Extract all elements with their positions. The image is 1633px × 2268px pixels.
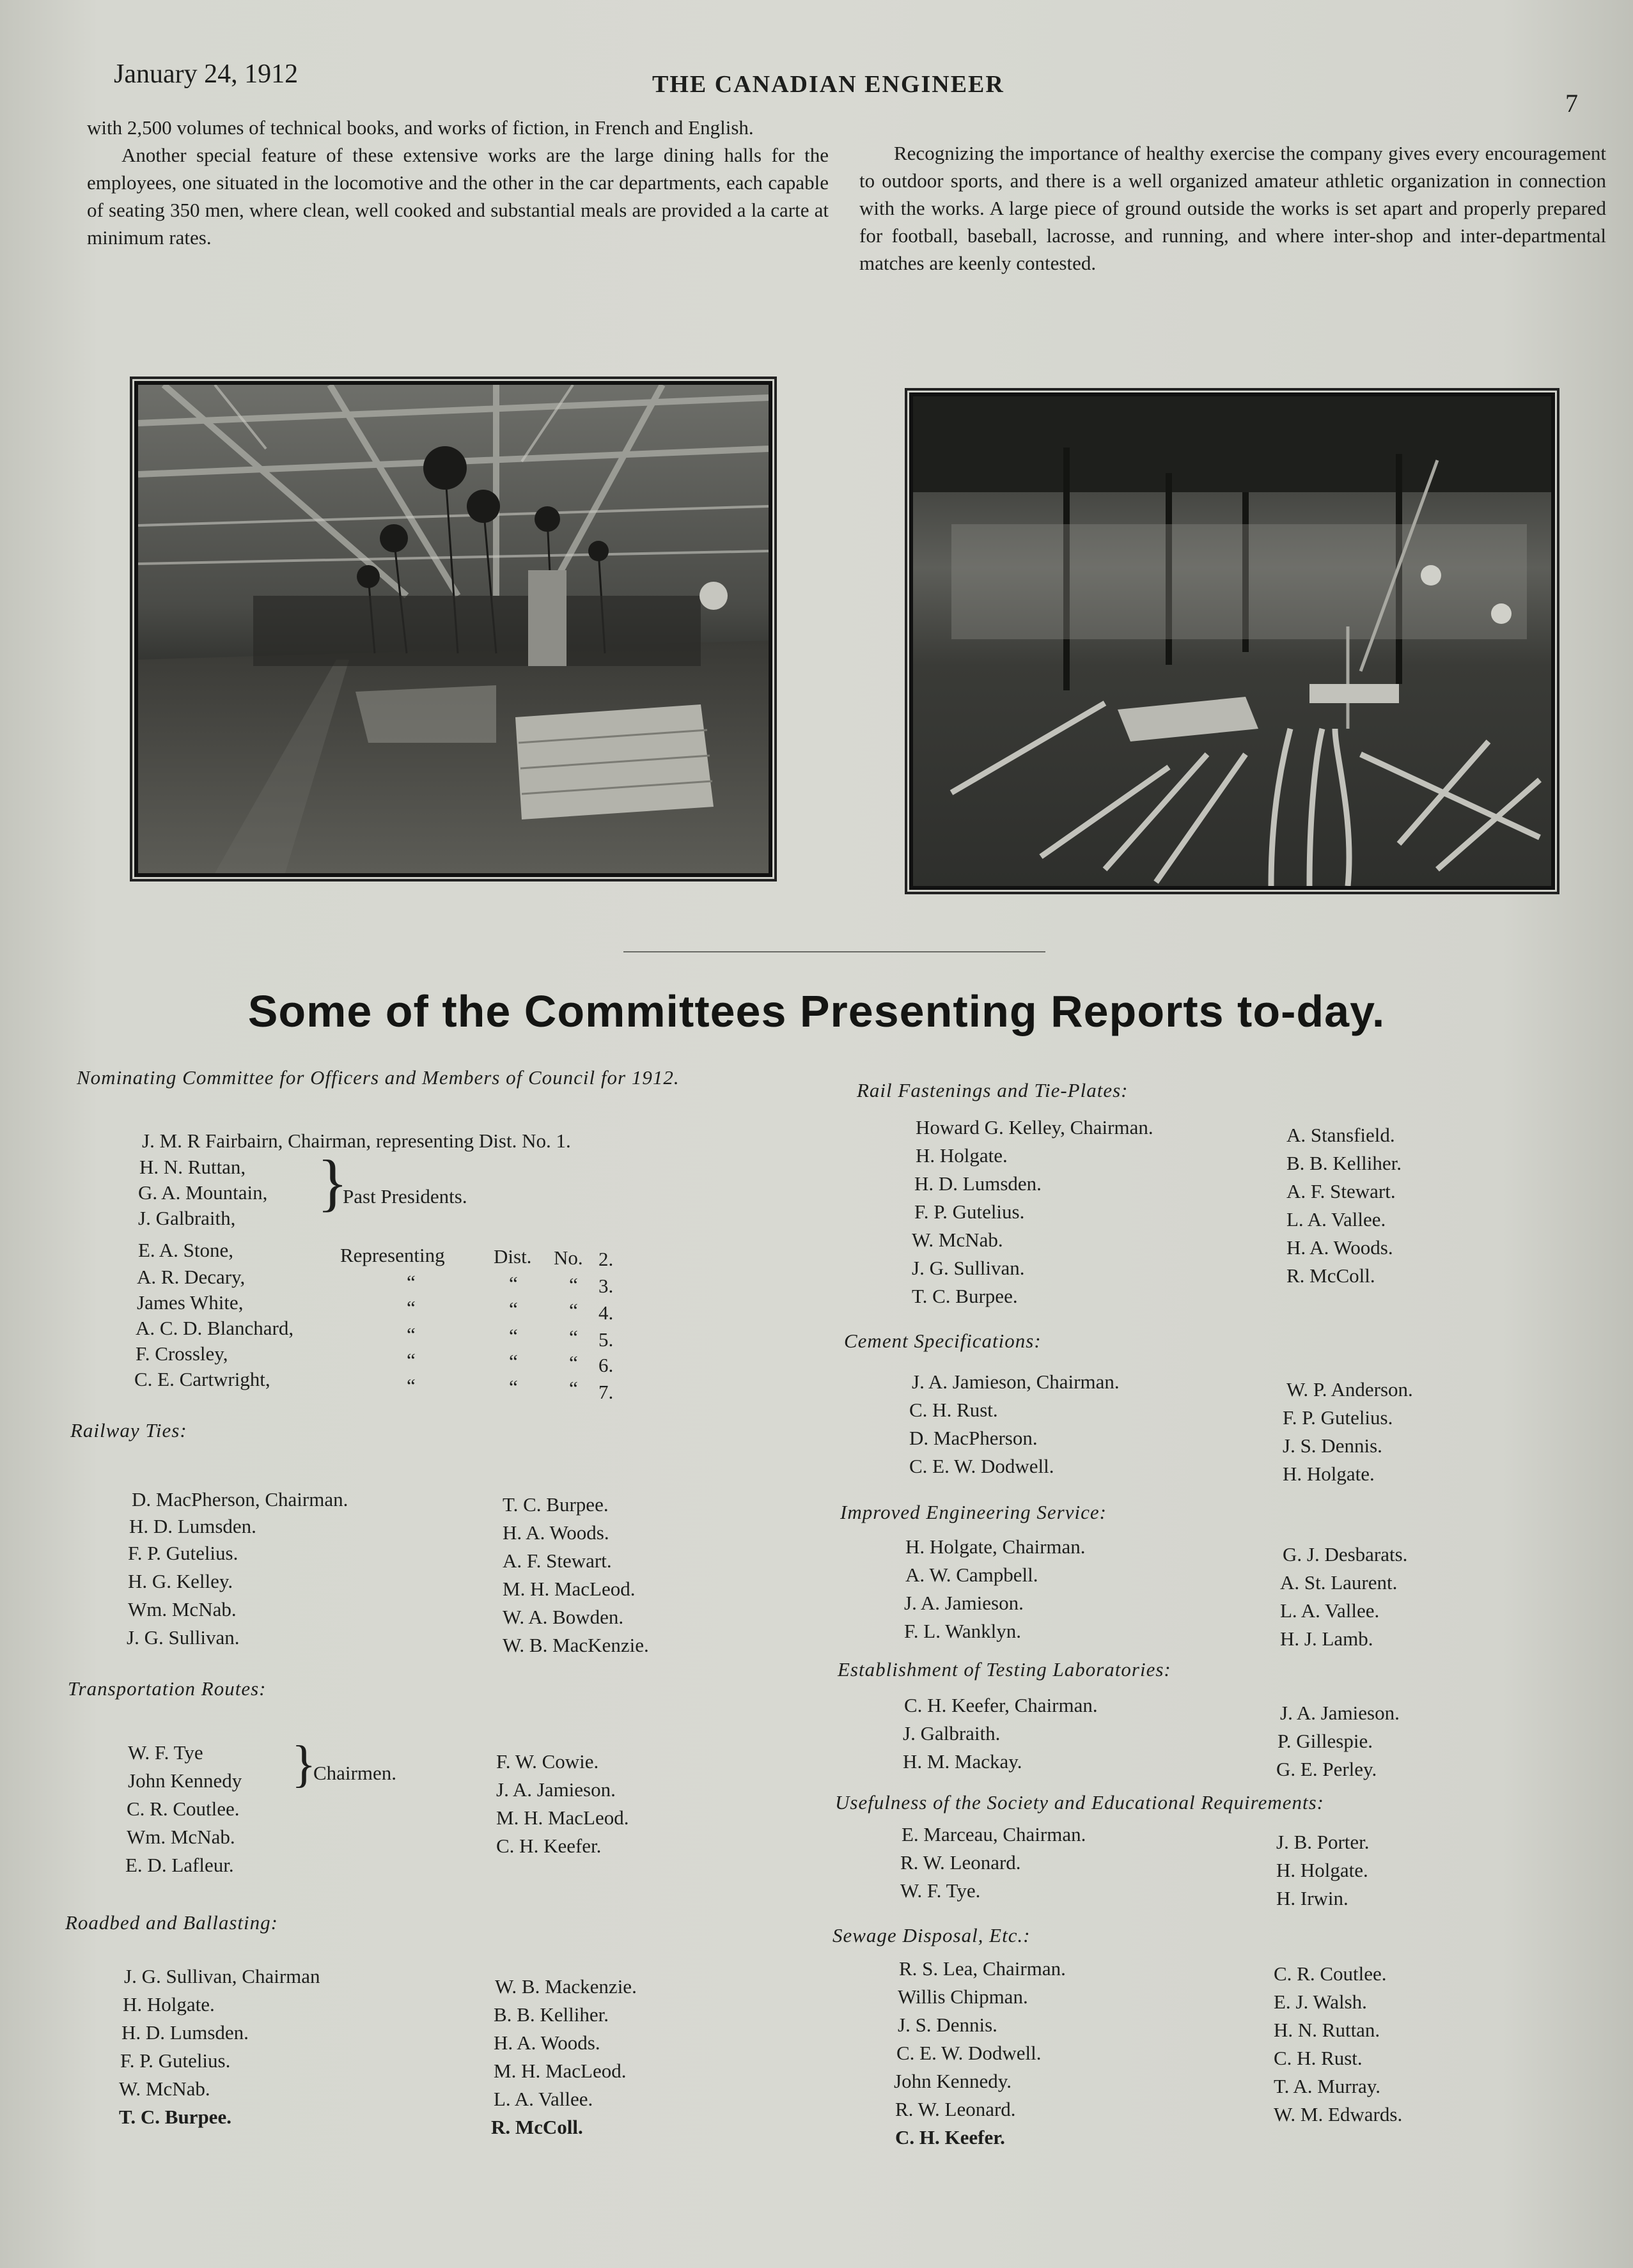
committee-member: Howard G. Kelley, Chairman. — [916, 1116, 1153, 1138]
page-number: 7 — [1565, 89, 1578, 118]
intro-paragraph: with 2,500 volumes of technical books, and works of fiction, in French and English. — [87, 116, 754, 139]
ditto-mark: “ — [569, 1299, 578, 1321]
committee-title-roadbed: Roadbed and Ballasting: — [65, 1911, 278, 1934]
committee-member: H. D. Lumsden. — [129, 1515, 256, 1537]
chairmen-label: Chairmen. — [313, 1762, 396, 1784]
committee-member: J. S. Dennis. — [898, 2014, 997, 2036]
committee-member: Wm. McNab. — [128, 1598, 237, 1620]
committee-member: John Kennedy. — [894, 2070, 1012, 2092]
committee-member: F. P. Gutelius. — [120, 2049, 231, 2072]
committee-member: D. MacPherson. — [909, 1427, 1038, 1449]
committee-member: J. Galbraith. — [903, 1722, 1001, 1744]
committee-member: B. B. Kelliher. — [494, 2003, 609, 2026]
shop-interior-photo-left — [134, 381, 772, 877]
committee-member: H. Irwin. — [1276, 1887, 1348, 1909]
district-number: 7. — [598, 1381, 614, 1403]
committee-member: M. H. MacLeod. — [494, 2060, 627, 2082]
committee-member: H. N. Ruttan, — [139, 1156, 246, 1178]
erecting-shop-photo — [913, 396, 1551, 886]
committee-member: R. S. Lea, Chairman. — [899, 1957, 1066, 1980]
dist-label: Dist. — [494, 1245, 532, 1268]
committee-member: L. A. Vallee. — [1286, 1208, 1386, 1231]
committee-member: C. H. Rust. — [1274, 2047, 1363, 2069]
committees-heading: Some of the Committees Presenting Reports to-day. — [247, 986, 1386, 1036]
committee-member: A. R. Decary, — [137, 1266, 246, 1288]
district-number: 4. — [598, 1301, 614, 1324]
ditto-mark: “ — [509, 1298, 518, 1320]
ditto-mark: “ — [407, 1374, 416, 1397]
committee-title-railway-ties: Railway Ties: — [70, 1419, 187, 1441]
committee-member: M. H. MacLeod. — [496, 1806, 629, 1829]
committee-member: J. B. Porter. — [1276, 1831, 1370, 1853]
committee-title-cement: Cement Specifications: — [844, 1330, 1042, 1352]
committee-member: John Kennedy — [128, 1769, 242, 1792]
committee-member: L. A. Vallee. — [1280, 1599, 1380, 1622]
committee-member: F. P. Gutelius. — [128, 1542, 238, 1564]
committee-title-transportation: Transportation Routes: — [68, 1677, 267, 1700]
committee-member: R. W. Leonard. — [900, 1851, 1021, 1874]
committee-member: A. St. Laurent. — [1280, 1571, 1398, 1594]
committee-member: C. E. W. Dodwell. — [896, 2042, 1042, 2064]
committee-member: A. Stansfield. — [1286, 1124, 1395, 1146]
committee-member: H. D. Lumsden. — [121, 2021, 249, 2044]
ditto-mark: “ — [509, 1376, 518, 1398]
committee-member: H. A. Woods. — [503, 1521, 609, 1544]
committee-member: F. W. Cowie. — [496, 1750, 599, 1773]
ditto-mark: “ — [407, 1296, 416, 1319]
committee-member: C. E. Cartwright, — [134, 1368, 270, 1390]
committee-member: H. Holgate, Chairman. — [905, 1535, 1086, 1558]
committee-member: G. A. Mountain, — [138, 1181, 268, 1204]
district-number: 5. — [598, 1328, 614, 1351]
committee-member: J. G. Sullivan. — [127, 1626, 240, 1649]
committee-member: R. W. Leonard. — [895, 2098, 1016, 2120]
committee-member: H. D. Lumsden. — [914, 1172, 1042, 1195]
committee-member: E. Marceau, Chairman. — [902, 1823, 1086, 1845]
section-divider — [623, 951, 1045, 952]
representing-label: Representing — [340, 1244, 445, 1266]
ditto-mark: “ — [509, 1350, 518, 1372]
committee-member: F. P. Gutelius. — [914, 1200, 1025, 1223]
committee-member: J. G. Sullivan, Chairman — [124, 1965, 320, 1987]
district-number: 2. — [598, 1248, 614, 1270]
committee-member: H. Holgate. — [123, 1993, 215, 2016]
committee-member: C. R. Coutlee. — [127, 1798, 240, 1820]
committee-member: T. C. Burpee. — [912, 1285, 1018, 1307]
committee-member: C. H. Keefer. — [895, 2126, 1005, 2148]
committee-member: J. A. Jamieson. — [496, 1778, 616, 1801]
committee-member: M. H. MacLeod. — [503, 1578, 636, 1600]
header-date: January 24, 1912 — [114, 59, 299, 89]
committee-member: D. MacPherson, Chairman. — [132, 1488, 348, 1511]
committee-member: A. W. Campbell. — [905, 1564, 1038, 1586]
committee-member: E. D. Lafleur. — [125, 1854, 234, 1876]
ditto-mark: “ — [569, 1377, 578, 1399]
ditto-mark: “ — [569, 1326, 578, 1348]
district-number: 6. — [598, 1354, 614, 1376]
committee-member: F. P. Gutelius. — [1283, 1406, 1393, 1429]
committee-member: J. A. Jamieson. — [1280, 1702, 1400, 1724]
brace-glyph: } — [317, 1147, 348, 1218]
belt-shop-photo — [138, 385, 769, 873]
header-title: THE CANADIAN ENGINEER — [652, 71, 1004, 98]
committee-member: H. J. Lamb. — [1280, 1627, 1373, 1650]
committee-member: R. McColl. — [1286, 1264, 1375, 1287]
committee-title-rail-fastenings: Rail Fastenings and Tie-Plates: — [857, 1079, 1129, 1101]
ditto-mark: “ — [569, 1273, 578, 1296]
committee-member: H. N. Ruttan. — [1274, 2019, 1380, 2041]
ditto-mark: “ — [407, 1349, 416, 1371]
intro-paragraph: Another special feature of these extensive works are the large dining halls for the employees, one situated in the locomotive and the other in the car departments, each capable of seating 350 men, where clean, well cooked and substantial meals are provided a la carte at minimum rates. — [87, 144, 829, 249]
committee-member: W. P. Anderson. — [1286, 1378, 1413, 1401]
committee-member: W. A. Bowden. — [503, 1606, 624, 1628]
intro-column-left — [87, 114, 829, 251]
committee-member: H. G. Kelley. — [128, 1570, 233, 1592]
committee-member: C. E. W. Dodwell. — [909, 1455, 1054, 1477]
committee-member: J. G. Sullivan. — [912, 1257, 1025, 1279]
committee-member: A. F. Stewart. — [503, 1550, 612, 1572]
committee-member: James White, — [137, 1291, 244, 1314]
committee-member: W. B. MacKenzie. — [503, 1634, 649, 1656]
committee-member: W. F. Tye. — [900, 1879, 981, 1902]
committee-member: H. Holgate. — [1276, 1859, 1368, 1881]
committee-member: W. McNab. — [912, 1229, 1003, 1251]
committee-member: A. C. D. Blanchard, — [136, 1317, 294, 1339]
committee-member: J. S. Dennis. — [1283, 1434, 1382, 1457]
committee-member: T. A. Murray. — [1274, 2075, 1381, 2097]
committee-title-usefulness: Usefulness of the Society and Educational Requirements: — [835, 1791, 1324, 1814]
committee-member: T. C. Burpee. — [503, 1493, 609, 1516]
committee-member: W. F. Tye — [128, 1741, 203, 1764]
ditto-mark: “ — [407, 1323, 416, 1346]
committee-member: A. F. Stewart. — [1286, 1180, 1396, 1202]
committee-member: W. M. Edwards. — [1274, 2103, 1403, 2125]
district-number: 3. — [598, 1275, 614, 1297]
ditto-mark: “ — [407, 1271, 416, 1293]
committee-member: B. B. Kelliher. — [1286, 1152, 1402, 1174]
committee-title-testing-labs: Establishment of Testing Laboratories: — [838, 1658, 1171, 1681]
committee-member: P. Gillespie. — [1277, 1730, 1373, 1752]
committee-title-improved-engineering: Improved Engineering Service: — [840, 1501, 1107, 1523]
committee-member: C. R. Coutlee. — [1274, 1962, 1387, 1985]
committee-member: F. Crossley, — [136, 1342, 228, 1365]
ditto-mark: “ — [509, 1272, 518, 1294]
committee-member: J. M. R Fairbairn, Chairman, representing Dist. No. 1. — [142, 1130, 571, 1152]
committee-member: H. Holgate. — [916, 1144, 1008, 1167]
committee-member: T. C. Burpee. — [119, 2106, 231, 2128]
committee-member: Wm. McNab. — [127, 1826, 235, 1848]
committee-member: H. M. Mackay. — [903, 1750, 1022, 1773]
ditto-mark: “ — [509, 1324, 518, 1347]
committee-member: J. A. Jamieson. — [904, 1592, 1024, 1614]
brace-glyph: } — [292, 1736, 316, 1792]
committee-member: W. B. Mackenzie. — [495, 1975, 637, 1998]
committee-member: C. H. Keefer. — [496, 1835, 602, 1857]
shop-interior-photo-right — [909, 392, 1555, 890]
committee-member: W. McNab. — [119, 2078, 210, 2100]
committee-member: G. J. Desbarats. — [1283, 1543, 1408, 1565]
committee-title-nominating: Nominating Committee for Officers and Members of Council for 1912. — [77, 1066, 680, 1089]
intro-paragraph: Recognizing the importance of healthy exercise the company gives every encouragement to outdoor sports, and there is a well organized amateur athletic organization in connection with the works. A large piece of ground outside the works is set apart and properly prepared for football, baseball, lacrosse, and running, and where inter-shop and inter-departmental matches are keenly contested. — [859, 142, 1606, 274]
committee-member: E. J. Walsh. — [1274, 1991, 1367, 2013]
ditto-mark: “ — [569, 1351, 578, 1374]
committee-member: H. Holgate. — [1283, 1463, 1375, 1485]
intro-column-right — [859, 139, 1606, 277]
committee-member: J. A. Jamieson, Chairman. — [912, 1371, 1120, 1393]
committee-member: C. H. Keefer, Chairman. — [904, 1694, 1098, 1716]
committee-title-sewage: Sewage Disposal, Etc.: — [832, 1924, 1031, 1946]
committee-member: L. A. Vallee. — [494, 2088, 593, 2110]
committee-member: J. Galbraith, — [138, 1207, 236, 1229]
committee-member: E. A. Stone, — [138, 1239, 233, 1261]
committee-member: R. McColl. — [491, 2116, 583, 2138]
committee-member: G. E. Perley. — [1276, 1758, 1377, 1780]
committee-member: F. L. Wanklyn. — [904, 1620, 1022, 1642]
committee-member: C. H. Rust. — [909, 1399, 998, 1421]
committee-member: H. A. Woods. — [494, 2031, 600, 2054]
past-presidents-label: Past Presidents. — [343, 1185, 467, 1208]
committee-member: H. A. Woods. — [1286, 1236, 1393, 1259]
no-label: No. — [554, 1247, 583, 1269]
committee-member: Willis Chipman. — [898, 1985, 1028, 2008]
